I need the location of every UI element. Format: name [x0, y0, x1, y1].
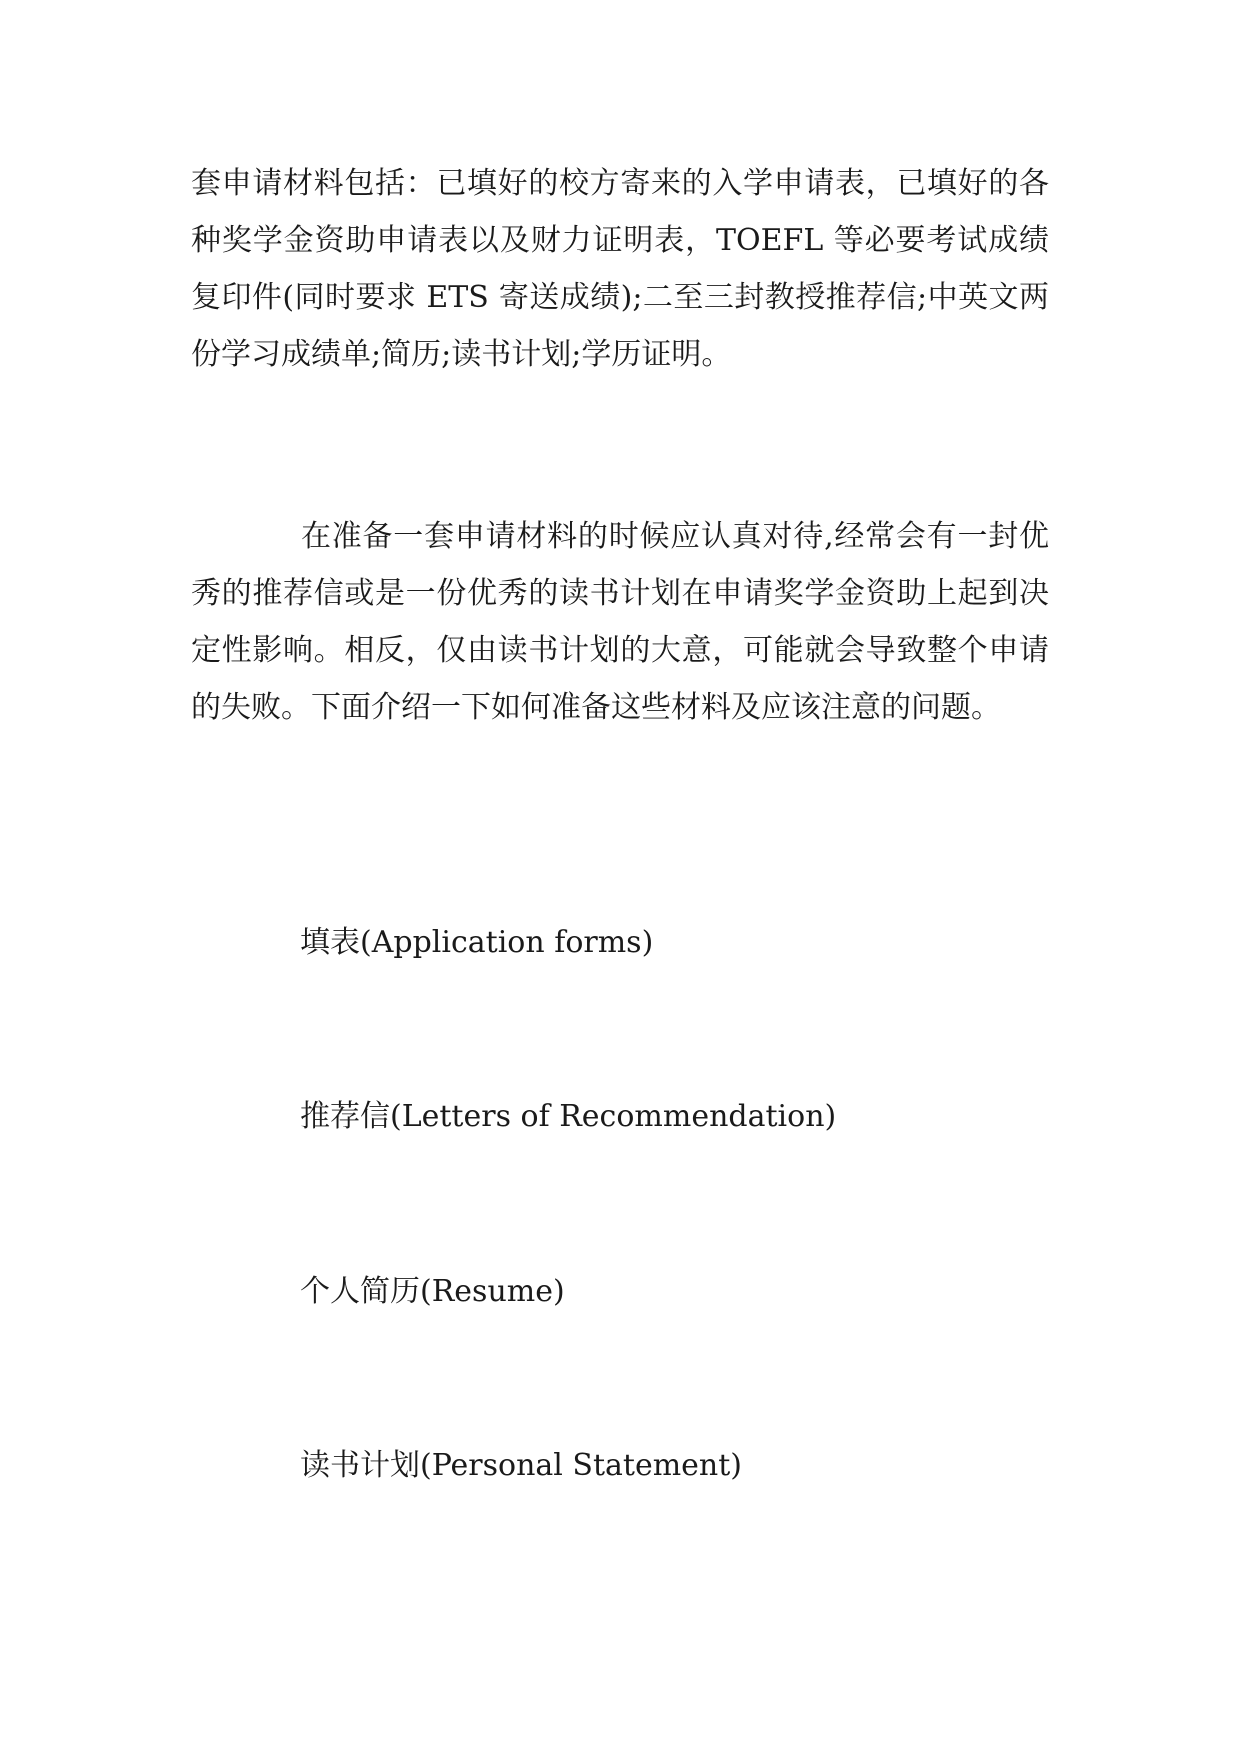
paragraph-preparation-advice: 在准备一套申请材料的时候应认真对待,经常会有一封优秀的推荐信或是一份优秀的读书计划在申请奖学金资助上起到决定性影响。相反，仅由读书计划的大意，可能就会导致整个申请的失败。下面介绍一下如何准备这些材料及应该注意的问题。 [191, 519, 1049, 725]
section-heading-resume: 个人简历(Resume) [300, 1274, 565, 1309]
section-heading-recommendation-letters: 推荐信(Letters of Recommendation) [300, 1099, 837, 1134]
section-heading-personal-statement: 读书计划(Personal Statement) [300, 1448, 743, 1483]
section-heading-application-forms: 填表(Application forms) [300, 925, 654, 960]
paragraph-application-materials: 套申请材料包括：已填好的校方寄来的入学申请表，已填好的各种奖学金资助申请表以及财力证明表，TOEFL 等必要考试成绩复印件(同时要求 ETS 寄送成绩);二至三封教授推荐信;中英文两份学习成绩单;简历;读书计划;学历证明。 [191, 166, 1049, 372]
